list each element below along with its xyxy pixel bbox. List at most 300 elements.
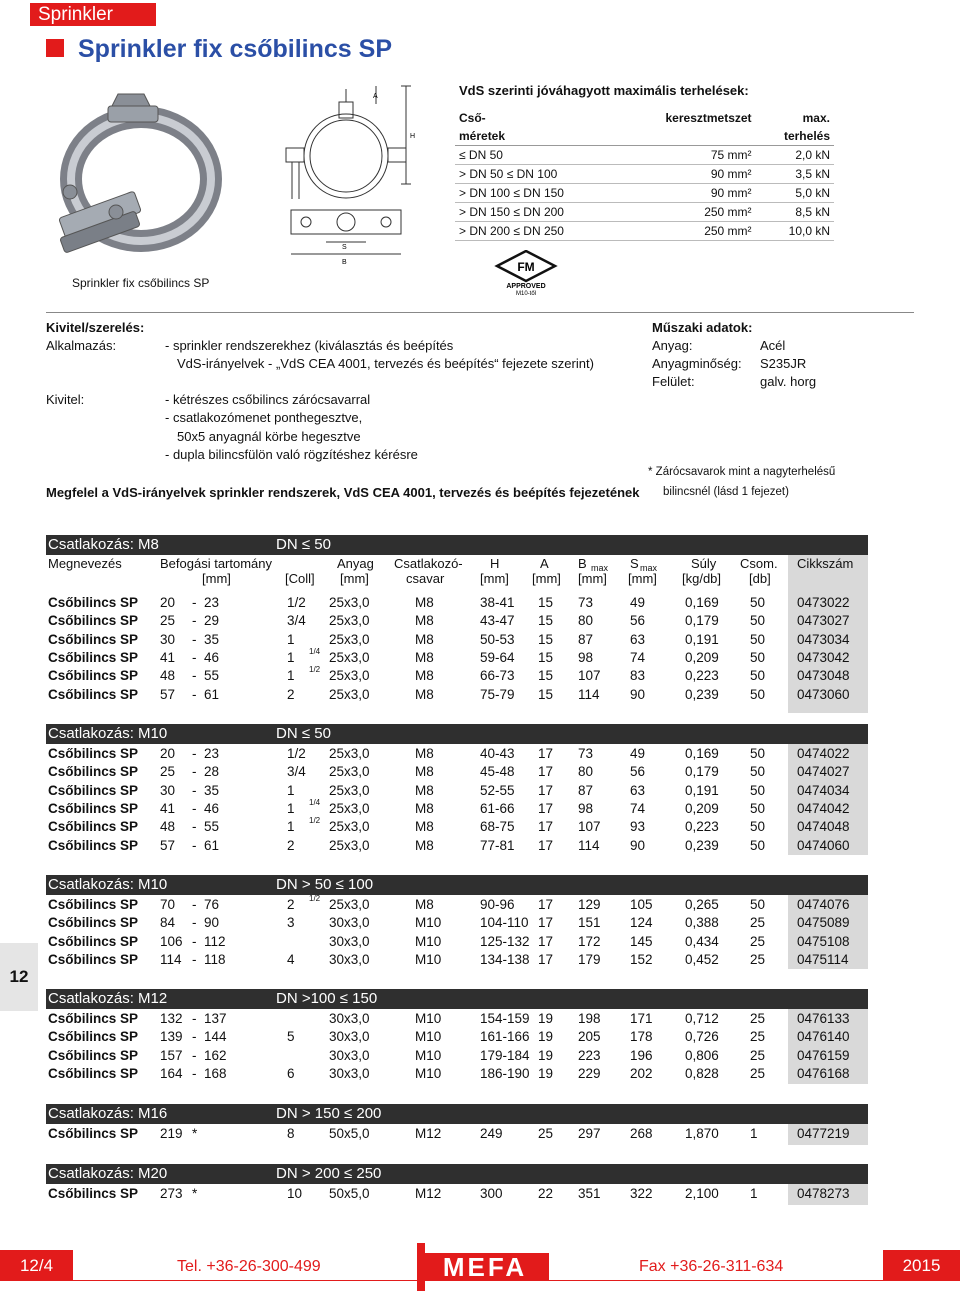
product-name: Csőbilincs SP xyxy=(48,764,139,780)
range-dash: - xyxy=(192,915,197,931)
screw: M12 xyxy=(415,1186,442,1201)
size-coll-fraction: 1/2 xyxy=(309,816,321,826)
table-row xyxy=(46,646,868,668)
weight: 0,209 xyxy=(685,800,719,816)
vds-cell: 5,0 kN xyxy=(756,184,834,203)
size-coll: 3/4 xyxy=(287,613,306,629)
dim-h: 43-47 xyxy=(480,613,515,629)
dim-h: 50-53 xyxy=(480,631,515,647)
range-to: * xyxy=(192,1186,198,1201)
range-to: 35 xyxy=(204,631,220,647)
dim-s: 74 xyxy=(630,649,646,665)
group-header xyxy=(46,1164,868,1184)
article-number: 0474076 xyxy=(797,897,850,912)
dim-h: 59-64 xyxy=(480,649,515,665)
size-coll: 4 xyxy=(287,951,295,967)
dim-b: 351 xyxy=(578,1186,601,1201)
range-to: * xyxy=(192,1126,198,1141)
table-row xyxy=(46,1186,868,1204)
range-dash: - xyxy=(192,837,197,853)
weight: 0,806 xyxy=(685,1047,719,1063)
product-name: Csőbilincs SP xyxy=(48,649,139,665)
dim-a: 17 xyxy=(538,746,554,761)
article-number: 0474034 xyxy=(797,782,850,798)
fm-approved-text: APPROVED xyxy=(506,283,546,290)
range-dash: - xyxy=(192,595,197,610)
dim-s: 56 xyxy=(630,613,646,629)
image-caption: Sprinkler fix csőbilincs SP xyxy=(72,276,210,290)
table-row xyxy=(46,952,868,970)
dim-s: 268 xyxy=(630,1126,653,1141)
product-name: Csőbilincs SP xyxy=(48,837,139,853)
muszaki-heading: Műszaki adatok: xyxy=(652,320,753,335)
article-number: 0474022 xyxy=(797,746,850,761)
section-tag: Sprinkler xyxy=(30,3,156,26)
dim-a: 17 xyxy=(538,933,554,949)
range-to: 61 xyxy=(204,837,220,853)
col-csatlakozo: Csatlakozó- xyxy=(394,556,463,571)
col-anyag: Anyag xyxy=(337,556,374,571)
size-coll: 1 xyxy=(287,800,295,816)
pack-qty: 1 xyxy=(750,1186,758,1201)
vds-load-table xyxy=(455,109,834,241)
table-row xyxy=(46,838,868,856)
range-to: 61 xyxy=(204,686,220,702)
group-dn-range: DN > 200 ≤ 250 xyxy=(276,1165,382,1182)
vds-head-size: Cső- xyxy=(459,111,486,125)
range-to: 35 xyxy=(204,782,220,798)
range-from: 219 xyxy=(160,1126,183,1141)
dim-label-a: A xyxy=(373,93,378,100)
table-row xyxy=(46,797,868,819)
dim-b: 87 xyxy=(578,631,594,647)
col-suly: Súly xyxy=(691,556,717,571)
kivitel-line-3: 50x5 anyagnál körbe hegesztve xyxy=(177,429,361,444)
product-name: Csőbilincs SP xyxy=(48,1126,139,1141)
group-dn-range: DN ≤ 50 xyxy=(276,536,331,553)
group-header xyxy=(46,875,868,895)
range-dash: - xyxy=(192,613,197,629)
weight: 0,828 xyxy=(685,1065,719,1081)
weight: 0,434 xyxy=(685,933,719,949)
range-to: 162 xyxy=(204,1047,227,1063)
range-from: 57 xyxy=(160,686,176,702)
material: 30x3,0 xyxy=(329,1065,370,1081)
vds-cell: 8,5 kN xyxy=(756,203,834,222)
range-from: 41 xyxy=(160,649,176,665)
product-name: Csőbilincs SP xyxy=(48,800,139,816)
range-dash: - xyxy=(192,800,197,816)
megfelel-statement: Megfelel a VdS-irányelvek sprinkler rendszerek, VdS CEA 4001, tervezés és beépítés fejezetének xyxy=(46,485,640,500)
dim-s: 105 xyxy=(630,897,653,912)
dim-a: 22 xyxy=(538,1186,554,1201)
article-number: 0473060 xyxy=(797,686,850,702)
vds-head-size-2: méretek xyxy=(455,127,619,146)
dim-s: 202 xyxy=(630,1065,653,1081)
range-dash: - xyxy=(192,897,197,912)
weight: 0,265 xyxy=(685,897,719,912)
dim-b: 129 xyxy=(578,897,601,912)
range-to: 90 xyxy=(204,915,220,931)
dim-a: 19 xyxy=(538,1011,554,1026)
screw: M8 xyxy=(415,595,434,610)
col-befogasi: Befogási tartomány xyxy=(160,556,273,571)
vds-cell: > DN 150 ≤ DN 200 xyxy=(455,203,619,222)
footer-fax: Fax +36-26-311-634 xyxy=(639,1258,784,1275)
pack-qty: 25 xyxy=(750,1011,766,1026)
anyag-label: Anyag: xyxy=(652,338,693,353)
vds-cell: 75 mm² xyxy=(619,146,756,165)
screw: M10 xyxy=(415,951,442,967)
pack-qty: 25 xyxy=(750,1047,766,1063)
size-coll-fraction: 1/2 xyxy=(309,665,321,675)
dim-h: 68-75 xyxy=(480,819,515,835)
screw: M8 xyxy=(415,631,434,647)
table-row xyxy=(46,746,868,764)
dim-b: 198 xyxy=(578,1011,601,1026)
product-name: Csőbilincs SP xyxy=(48,1011,139,1026)
dim-h: 249 xyxy=(480,1126,503,1141)
material: 25x3,0 xyxy=(329,897,370,912)
dim-h: 300 xyxy=(480,1186,503,1201)
weight: 0,223 xyxy=(685,819,719,835)
dim-b: 98 xyxy=(578,649,594,665)
kivitel-szereles-heading: Kivitel/szerelés: xyxy=(46,320,145,335)
range-to: 46 xyxy=(204,800,220,816)
range-from: 48 xyxy=(160,668,176,684)
article-number: 0473048 xyxy=(797,668,850,684)
dim-label-b: B xyxy=(342,259,347,266)
material: 25x3,0 xyxy=(329,613,370,629)
weight: 0,209 xyxy=(685,649,719,665)
col-cikkszam: Cikkszám xyxy=(797,556,854,571)
size-coll: 6 xyxy=(287,1065,295,1081)
dim-h: 40-43 xyxy=(480,746,515,761)
dim-h: 154-159 xyxy=(480,1011,530,1026)
table-row xyxy=(46,894,868,915)
material: 25x3,0 xyxy=(329,668,370,684)
range-to: 144 xyxy=(204,1029,227,1045)
anyag-value: Acél xyxy=(760,338,786,353)
col-mm: [mm] xyxy=(628,571,657,586)
weight: 0,712 xyxy=(685,1011,719,1026)
vds-cell: 3,5 kN xyxy=(756,165,834,184)
dim-s: 49 xyxy=(630,595,646,610)
vds-cell: 90 mm² xyxy=(619,165,756,184)
article-number: 0474027 xyxy=(797,764,850,780)
range-dash: - xyxy=(192,746,197,761)
range-from: 70 xyxy=(160,897,176,912)
weight: 0,169 xyxy=(685,595,719,610)
col-mm: [mm] xyxy=(480,571,509,586)
group-header xyxy=(46,1104,868,1124)
weight: 0,452 xyxy=(685,951,719,967)
material: 25x3,0 xyxy=(329,819,370,835)
mefa-logo xyxy=(411,1243,551,1291)
kivitel-line-2: - csatlakozómenet ponthegesztve, xyxy=(165,410,363,425)
product-name: Csőbilincs SP xyxy=(48,951,139,967)
range-dash: - xyxy=(192,1065,197,1081)
table-row xyxy=(46,816,868,837)
range-from: 106 xyxy=(160,933,183,949)
range-dash: - xyxy=(192,764,197,780)
range-from: 114 xyxy=(160,951,182,967)
table-row xyxy=(46,1048,868,1066)
screw: M8 xyxy=(415,819,434,835)
weight: 0,179 xyxy=(685,764,719,780)
weight: 0,169 xyxy=(685,746,719,761)
group-connection: Csatlakozás: M16 xyxy=(48,1105,168,1122)
article-number: 0473034 xyxy=(797,631,850,647)
col-csom: Csom. xyxy=(740,556,778,571)
pack-qty: 25 xyxy=(750,951,766,967)
mefa-logo-text: MEFA xyxy=(442,1252,528,1282)
dim-a: 17 xyxy=(538,764,554,780)
material: 25x3,0 xyxy=(329,782,370,798)
range-from: 30 xyxy=(160,782,176,798)
dim-h: 104-110 xyxy=(480,915,529,931)
table-row xyxy=(46,687,868,705)
vds-cell: > DN 100 ≤ DN 150 xyxy=(455,184,619,203)
dim-s: 56 xyxy=(630,764,646,780)
screw: M8 xyxy=(415,764,434,780)
fm-approved-logo xyxy=(493,250,559,296)
page-number: 12/4 xyxy=(0,1250,73,1281)
chapter-tab: 12 xyxy=(0,943,38,1011)
size-coll: 10 xyxy=(287,1186,303,1201)
dim-a: 15 xyxy=(538,668,554,684)
table-row xyxy=(46,764,868,782)
pack-qty: 50 xyxy=(750,746,766,761)
pack-qty: 50 xyxy=(750,800,766,816)
range-to: 118 xyxy=(204,951,226,967)
dim-s: 145 xyxy=(630,933,653,949)
range-dash: - xyxy=(192,1011,197,1026)
range-to: 76 xyxy=(204,897,220,912)
table-row xyxy=(46,1126,868,1144)
minoseg-label: Anyagminőség: xyxy=(652,356,742,371)
col-db: [db] xyxy=(749,571,771,586)
dim-h: 45-48 xyxy=(480,764,515,780)
dim-b: 114 xyxy=(578,837,600,853)
range-from: 132 xyxy=(160,1011,183,1026)
size-coll: 1 xyxy=(287,631,295,647)
col-mm: [mm] xyxy=(340,571,369,586)
range-to: 29 xyxy=(204,613,220,629)
product-name: Csőbilincs SP xyxy=(48,595,139,610)
title-marker xyxy=(46,39,64,57)
dim-s: 93 xyxy=(630,819,646,835)
table-row xyxy=(46,915,868,933)
col-a: A xyxy=(540,556,549,571)
dim-a: 25 xyxy=(538,1126,554,1141)
article-number: 0477219 xyxy=(797,1126,850,1141)
dim-h: 161-166 xyxy=(480,1029,530,1045)
size-coll-fraction: 1/4 xyxy=(309,646,321,656)
range-dash: - xyxy=(192,933,197,949)
dim-b: 223 xyxy=(578,1047,601,1063)
article-number: 0474042 xyxy=(797,800,850,816)
alkalmazas-line-1: - sprinkler rendszerekhez (kiválasztás és beépítés xyxy=(165,338,454,353)
dim-h: 179-184 xyxy=(480,1047,530,1063)
article-number: 0476159 xyxy=(797,1047,850,1063)
screw: M8 xyxy=(415,800,434,816)
range-from: 20 xyxy=(160,746,176,761)
screw: M8 xyxy=(415,897,434,912)
range-dash: - xyxy=(192,782,197,798)
dim-a: 17 xyxy=(538,782,554,798)
dim-a: 15 xyxy=(538,686,554,702)
vds-head-load-2: terhelés xyxy=(756,127,834,146)
column-headers xyxy=(46,556,868,590)
dim-s: 171 xyxy=(630,1011,653,1026)
range-from: 25 xyxy=(160,764,176,780)
table-row xyxy=(46,783,868,801)
article-number: 0474060 xyxy=(797,837,850,853)
size-coll: 1/2 xyxy=(287,595,306,610)
footnote-1: * Zárócsavarok mint a nagyterhelésű xyxy=(648,466,836,478)
article-number: 0476168 xyxy=(797,1065,850,1081)
material: 30x3,0 xyxy=(329,915,370,931)
article-number: 0475114 xyxy=(797,951,849,967)
dim-a: 15 xyxy=(538,649,554,665)
pack-qty: 1 xyxy=(750,1126,758,1141)
dim-a: 17 xyxy=(538,800,554,816)
material: 50x5,0 xyxy=(329,1186,370,1201)
dim-a: 17 xyxy=(538,819,554,835)
weight: 2,100 xyxy=(685,1186,719,1201)
dim-h: 38-41 xyxy=(480,595,515,610)
dim-b: 80 xyxy=(578,613,594,629)
material: 30x3,0 xyxy=(329,1011,370,1026)
col-b-max: max xyxy=(591,563,609,573)
alkalmazas-line-2: VdS-irányelvek - „VdS CEA 4001, tervezés és beépítés“ fejezete szerint) xyxy=(177,356,594,371)
dim-b: 297 xyxy=(578,1126,601,1141)
dim-b: 73 xyxy=(578,746,594,761)
material: 30x3,0 xyxy=(329,951,370,967)
material: 30x3,0 xyxy=(329,1047,370,1063)
dim-s: 124 xyxy=(630,915,653,931)
material: 25x3,0 xyxy=(329,631,370,647)
table-row xyxy=(46,934,868,952)
dim-s: 74 xyxy=(630,800,646,816)
dim-a: 19 xyxy=(538,1065,554,1081)
dim-s: 152 xyxy=(630,951,653,967)
footnote-2: bilincsnél (lásd 1 fejezet) xyxy=(663,486,789,498)
product-name: Csőbilincs SP xyxy=(48,686,139,702)
kivitel-line-4: - dupla bilincsfülön való rögzítéshez kérésre xyxy=(165,447,418,462)
group-dn-range: DN ≤ 50 xyxy=(276,725,331,742)
dim-s: 322 xyxy=(630,1186,653,1201)
screw: M8 xyxy=(415,837,434,853)
pack-qty: 25 xyxy=(750,933,766,949)
product-name: Csőbilincs SP xyxy=(48,819,139,835)
group-connection: Csatlakozás: M10 xyxy=(48,725,168,742)
group-header xyxy=(46,724,868,744)
vds-cell: ≤ DN 50 xyxy=(455,146,619,165)
product-name: Csőbilincs SP xyxy=(48,915,139,931)
range-to: 137 xyxy=(204,1011,227,1026)
dim-s: 63 xyxy=(630,782,646,798)
alkalmazas-label: Alkalmazás: xyxy=(46,338,117,353)
footer-tel: Tel. +36-26-300-499 xyxy=(177,1258,321,1275)
range-from: 25 xyxy=(160,613,176,629)
dim-s: 90 xyxy=(630,686,646,702)
felulet-value: galv. horg xyxy=(760,374,817,389)
material: 25x3,0 xyxy=(329,800,370,816)
product-name: Csőbilincs SP xyxy=(48,668,139,684)
size-coll: 2 xyxy=(287,897,295,912)
pack-qty: 50 xyxy=(750,764,766,780)
size-coll: 2 xyxy=(287,837,295,853)
range-dash: - xyxy=(192,631,197,647)
range-from: 41 xyxy=(160,800,176,816)
dim-h: 52-55 xyxy=(480,782,515,798)
size-coll: 1 xyxy=(287,819,295,835)
table-row xyxy=(46,632,868,650)
vds-cell: 2,0 kN xyxy=(756,146,834,165)
screw: M8 xyxy=(415,613,434,629)
table-row xyxy=(46,1029,868,1047)
vds-head-section-2 xyxy=(619,127,756,146)
product-name: Csőbilincs SP xyxy=(48,933,139,949)
article-number: 0476133 xyxy=(797,1011,850,1026)
range-from: 48 xyxy=(160,819,176,835)
material: 50x5,0 xyxy=(329,1126,370,1141)
article-number: 0475108 xyxy=(797,933,850,949)
dim-h: 125-132 xyxy=(480,933,530,949)
screw: M10 xyxy=(415,1047,442,1063)
screw: M8 xyxy=(415,649,434,665)
dim-label-s: S xyxy=(342,244,347,251)
dim-s: 90 xyxy=(630,837,646,853)
table-row xyxy=(46,1011,868,1029)
pack-qty: 25 xyxy=(750,1029,766,1045)
range-dash: - xyxy=(192,668,197,684)
dim-a: 17 xyxy=(538,951,554,967)
screw: M8 xyxy=(415,668,434,684)
range-from: 157 xyxy=(160,1047,183,1063)
col-s-max: max xyxy=(640,563,658,573)
range-dash: - xyxy=(192,1047,197,1063)
product-name: Csőbilincs SP xyxy=(48,897,139,912)
article-number: 0473042 xyxy=(797,649,850,665)
kivitel-line-1: - kétrészes csőbilincs zárócsavarral xyxy=(165,392,371,407)
table-row xyxy=(46,595,868,613)
dim-b: 151 xyxy=(578,915,601,931)
size-coll: 1 xyxy=(287,782,295,798)
col-b: B xyxy=(578,556,587,571)
material: 25x3,0 xyxy=(329,837,370,853)
product-name: Csőbilincs SP xyxy=(48,613,139,629)
page-title: Sprinkler fix csőbilincs SP xyxy=(78,35,393,63)
dim-b: 114 xyxy=(578,686,600,702)
dim-h: 186-190 xyxy=(480,1065,530,1081)
material: 30x3,0 xyxy=(329,1029,370,1045)
dim-a: 19 xyxy=(538,1047,554,1063)
dim-h: 90-96 xyxy=(480,897,515,912)
product-name: Csőbilincs SP xyxy=(48,1029,139,1045)
screw: M8 xyxy=(415,686,434,702)
pack-qty: 50 xyxy=(750,613,766,629)
screw: M10 xyxy=(415,1065,442,1081)
pack-qty: 50 xyxy=(750,631,766,647)
dim-b: 73 xyxy=(578,595,594,610)
group-connection: Csatlakozás: M20 xyxy=(48,1165,168,1182)
dim-h: 134-138 xyxy=(480,951,530,967)
fm-note: M10-től xyxy=(515,291,537,296)
weight: 0,726 xyxy=(685,1029,719,1045)
